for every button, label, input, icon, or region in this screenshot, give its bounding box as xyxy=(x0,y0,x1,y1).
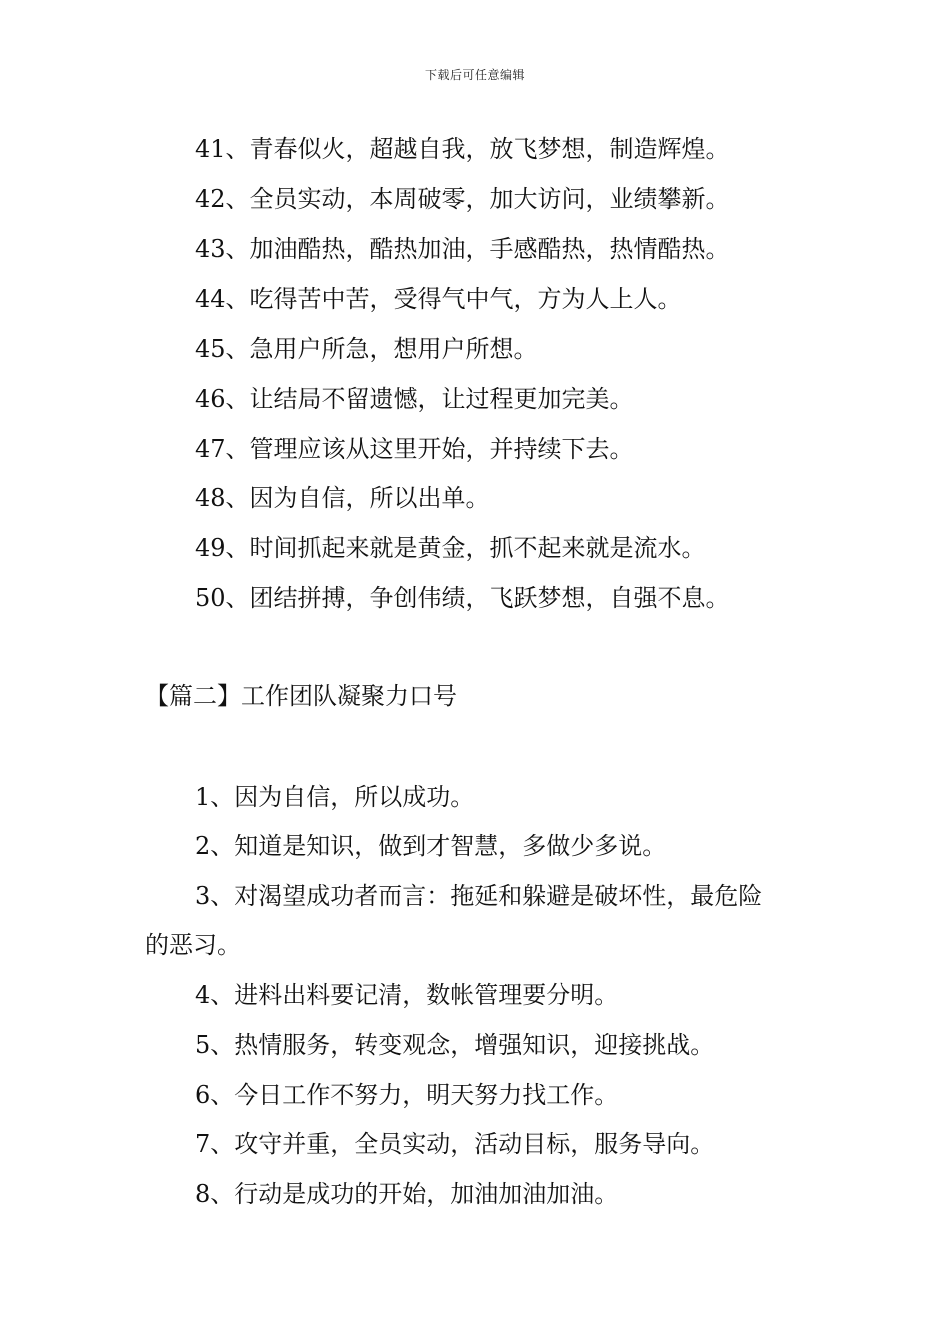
slogan-1: 1、因为自信，所以成功。 xyxy=(195,783,475,811)
slogan-8: 8、行动是成功的开始，加油加油加油。 xyxy=(195,1180,619,1208)
slogan-3-continued: 的恶习。 xyxy=(145,931,241,959)
slogan-6: 6、今日工作不努力，明天努力找工作。 xyxy=(195,1081,619,1109)
slogan-47: 47、管理应该从这里开始，并持续下去。 xyxy=(195,435,634,463)
slogan-4: 4、进料出料要记清，数帐管理要分明。 xyxy=(195,981,619,1009)
slogan-48: 48、因为自信，所以出单。 xyxy=(195,484,490,512)
slogan-7: 7、攻守并重，全员实动，活动目标，服务导向。 xyxy=(195,1130,715,1158)
slogan-46: 46、让结局不留遗憾，让过程更加完美。 xyxy=(195,385,634,413)
slogan-49: 49、时间抓起来就是黄金，抓不起来就是流水。 xyxy=(195,534,706,562)
slogan-5: 5、热情服务，转变观念，增强知识，迎接挑战。 xyxy=(195,1031,715,1059)
slogan-44: 44、吃得苦中苦，受得气中气，方为人上人。 xyxy=(195,285,682,313)
slogan-41: 41、青春似火，超越自我，放飞梦想，制造辉煌。 xyxy=(195,135,730,163)
slogan-42: 42、全员实动，本周破零，加大访问，业绩攀新。 xyxy=(195,185,730,213)
slogan-43: 43、加油酷热，酷热加油，手感酷热，热情酷热。 xyxy=(195,235,730,263)
page-header: 下载后可任意编辑 xyxy=(424,68,525,82)
slogan-3: 3、对渴望成功者而言：拖延和躲避是破坏性，最危险 xyxy=(195,882,763,910)
slogan-2: 2、知道是知识，做到才智慧，多做少多说。 xyxy=(195,832,667,860)
slogan-50: 50、团结拼搏，争创伟绩，飞跃梦想，自强不息。 xyxy=(195,584,730,612)
section-heading: 【篇二】工作团队凝聚力口号 xyxy=(145,682,457,710)
slogan-45: 45、急用户所急，想用户所想。 xyxy=(195,335,538,363)
